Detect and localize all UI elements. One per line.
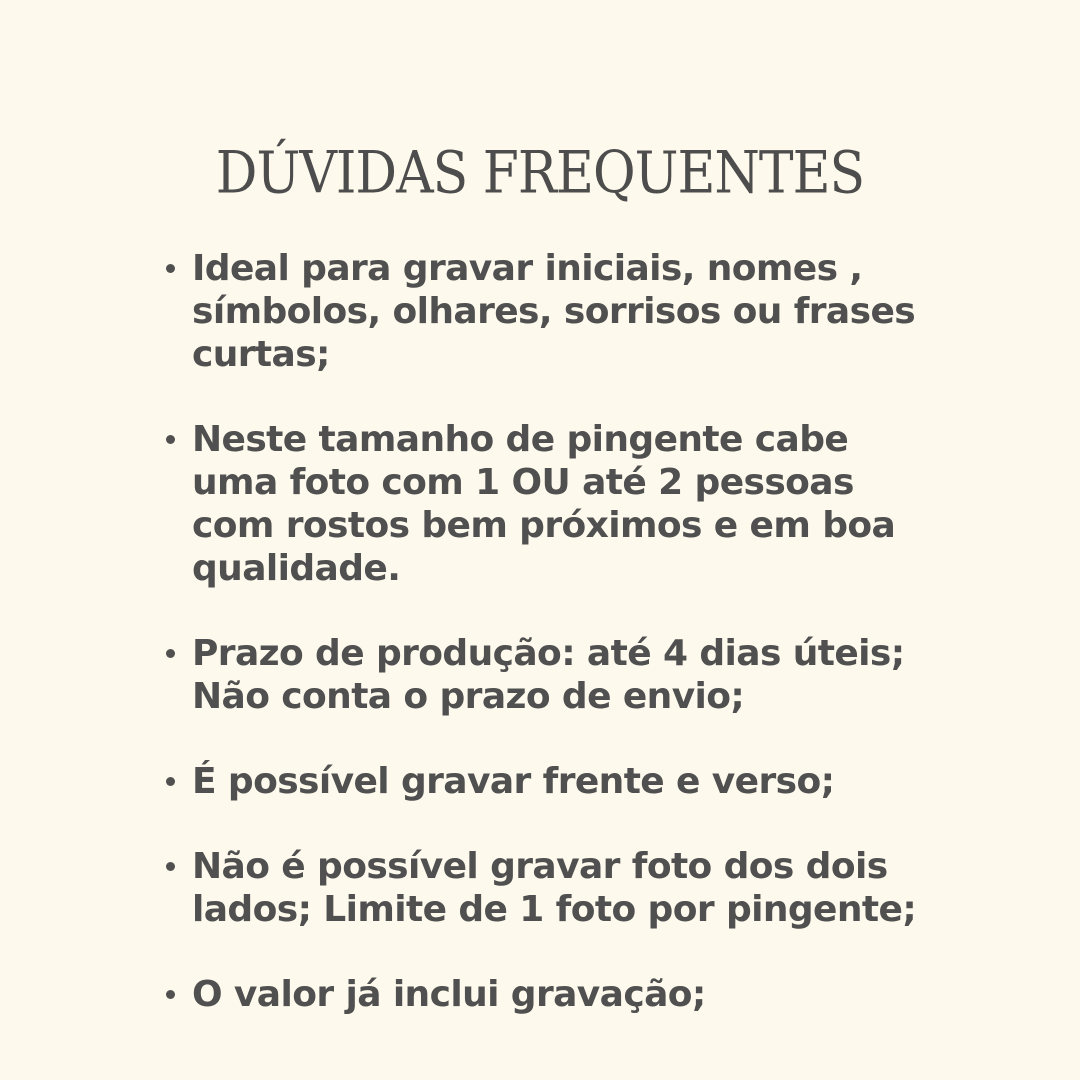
faq-item-production-time bbox=[160, 632, 980, 718]
bullet-icon bbox=[166, 990, 175, 999]
faq-text-line: lados; Limite de 1 foto por pingente; bbox=[192, 889, 917, 930]
faq-item-front-back bbox=[160, 760, 980, 803]
faq-text-line: uma foto com 1 OU até 2 pessoas bbox=[192, 462, 854, 503]
faq-list bbox=[160, 247, 980, 1058]
faq-text-line: qualidade. bbox=[192, 548, 401, 589]
faq-text-line: Não conta o prazo de envio; bbox=[192, 676, 745, 717]
faq-text-line: curtas; bbox=[192, 334, 330, 375]
faq-item-photo-size bbox=[160, 418, 980, 590]
page-title: DÚVIDAS FREQUENTES bbox=[215, 140, 865, 208]
bullet-icon bbox=[166, 777, 175, 786]
faq-item-photo-limit bbox=[160, 845, 980, 931]
faq-text-line: Ideal para gravar iniciais, nomes , bbox=[192, 248, 863, 289]
faq-text-line: É possível gravar frente e verso; bbox=[192, 761, 835, 802]
bullet-icon bbox=[166, 862, 175, 871]
faq-item-price-includes bbox=[160, 973, 980, 1016]
faq-text-line: com rostos bem próximos e em boa bbox=[192, 505, 896, 546]
bullet-icon bbox=[166, 264, 175, 273]
faq-text-line: Não é possível gravar foto dos dois bbox=[192, 846, 888, 887]
faq-text-line: Prazo de produção: até 4 dias úteis; bbox=[192, 633, 905, 674]
faq-item-ideal-uses bbox=[160, 247, 980, 376]
bullet-icon bbox=[166, 435, 175, 444]
faq-text-line: Neste tamanho de pingente cabe bbox=[192, 419, 849, 460]
bullet-icon bbox=[166, 649, 175, 658]
faq-text-line: O valor já inclui gravação; bbox=[192, 974, 706, 1015]
faq-text-line: símbolos, olhares, sorrisos ou frases bbox=[192, 291, 916, 332]
